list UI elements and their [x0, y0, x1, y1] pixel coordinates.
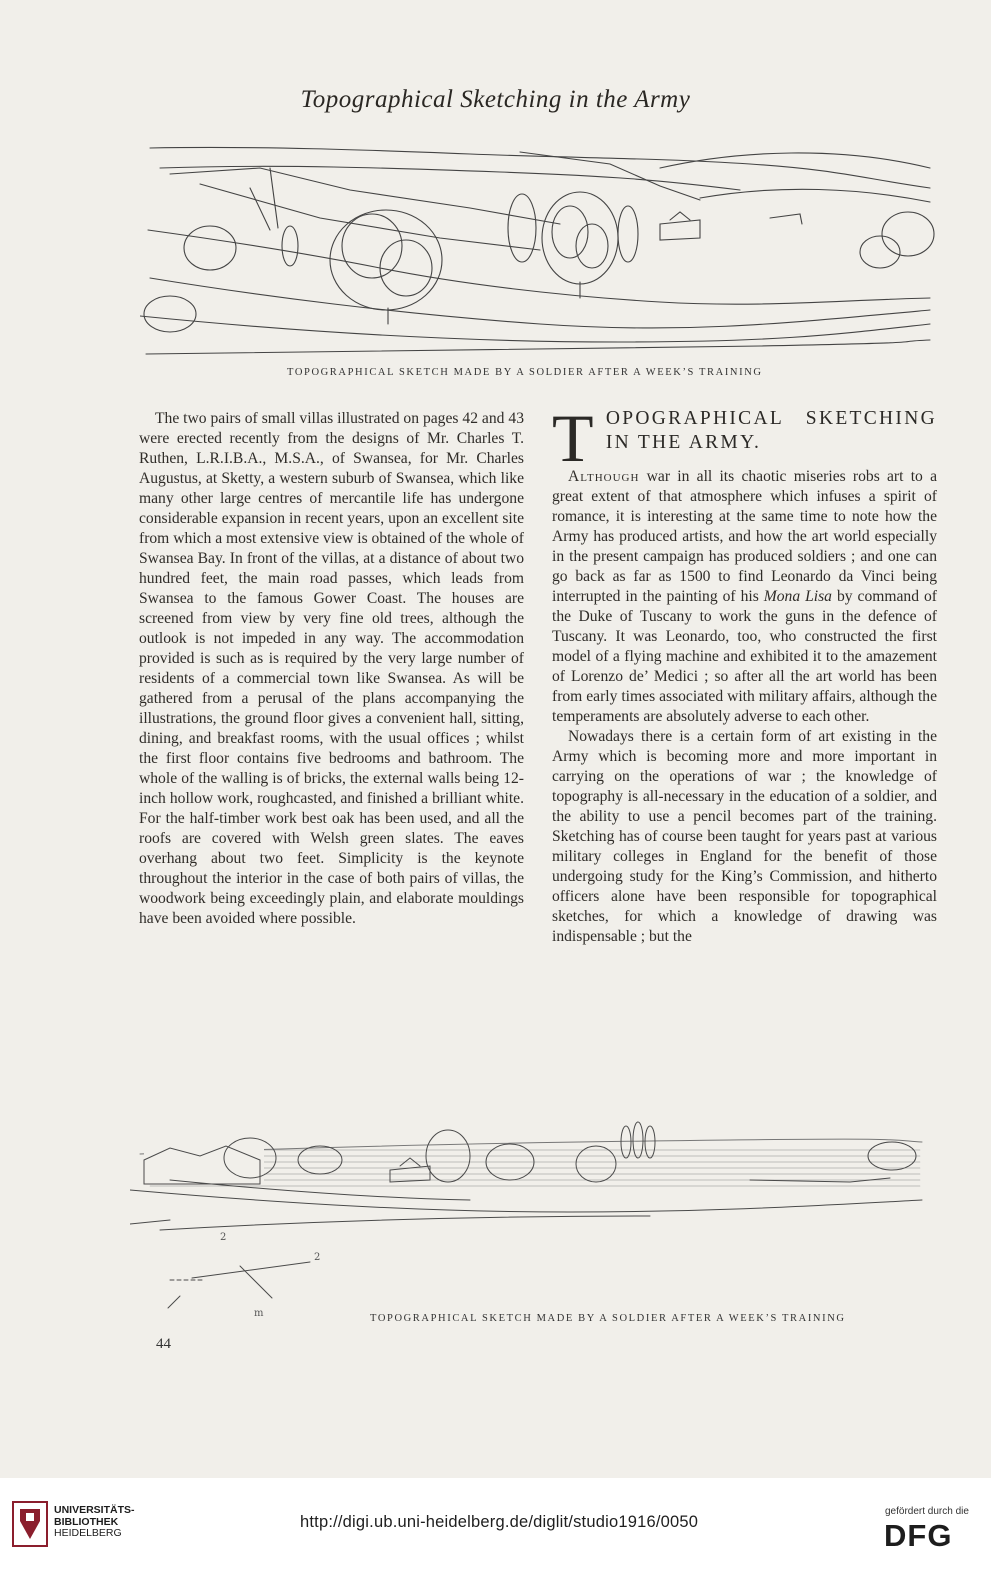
page-number: 44	[156, 1336, 171, 1352]
nowadays-paragraph: Nowadays there is a certain form of art existing in the Army which is becoming more and more important in carrying on the operations of war ; the knowledge of topography is all-necessary in the education of a soldier, and the ability to use a pencil becomes part of the training. Sketching has of course been taught for years past at various military colleges in England for the benefit of those undergoing study for the King’s Commission, and hitherto officers alone have been responsible for topographical sketches, for which a knowledge of drawing was indispensable ; but the	[552, 728, 937, 945]
bottom-sketch-caption: TOPOGRAPHICAL SKETCH MADE BY A SOLDIER AFTER A WEEK’S TRAINING	[370, 1313, 846, 1324]
svg-text:2: 2	[314, 1252, 321, 1263]
library-name: UNIVERSITÄTS- BIBLIOTHEK HEIDELBERG	[54, 1504, 135, 1539]
villas-paragraph: The two pairs of small villas illustrated on pages 42 and 43 were erected recently from the designs of Mr. Charles T. Ruthen, L.R.I.B.A., M.S.A., of Swansea, for Mr. Charles Augustus, at Sketty, a western suburb of Swansea, which like many other large centres of mercantile life has undergone considerable expansion in recent years, upon an excellent site from which a most extensive view is obtained of the whole of Swansea Bay. In front of the villas, at a distance of about two hundred feet, the main road passes, which leads from Swansea to the famous Gower Coast. The houses are screened from view by very fine old trees, although the outlook is not impeded in any way. The accommodation provided is such as is required by the very large number of residents of a commercial town like Swansea. As will be gathered from a perusal of the plans accompanying the illustrations, the ground floor gives a convenient hall, sitting, dining, and breakfast rooms, with the usual offices ; whilst the first floor contains five bedrooms and bathroom. The whole of the walling is of bricks, the external walls being 12-inch hollow work, roughcasted, and finished a brilliant white. For the half-timber work best oak has been used, and all the roofs are covered with Welsh green slates. The eaves overhang about two feet. Simplicity is the keynote throughout the interior in the case of both pairs of villas, the woodwork being exceedingly plain, and elaborate mouldings have been avoided where possible.	[139, 410, 524, 927]
article-title-text: OPOGRAPHICAL SKETCHING IN THE ARMY.	[605, 408, 937, 453]
funded-by-label: gefördert durch die	[885, 1506, 969, 1517]
source-url-link[interactable]: http://digi.ub.uni-heidelberg.de/diglit/studio1916/0050	[300, 1513, 699, 1531]
running-head: Topographical Sketching in the Army	[300, 86, 691, 113]
bottom-panorama-sketch	[130, 1120, 930, 1330]
svg-text:m: m	[254, 1308, 264, 1319]
left-column	[139, 409, 524, 929]
right-column	[552, 400, 937, 947]
article-title	[552, 400, 937, 476]
dfg-logo: DFG	[884, 1518, 953, 1553]
top-landscape-sketch	[140, 128, 940, 360]
top-sketch-caption: TOPOGRAPHICAL SKETCH MADE BY A SOLDIER AFTER A WEEK’S TRAINING	[287, 367, 763, 378]
mona-lisa-title: Mona Lisa	[763, 588, 832, 605]
paragraph-lead: Although	[568, 468, 640, 485]
digitization-footer	[0, 1478, 991, 1572]
svg-text:2: 2	[220, 1232, 227, 1243]
library-seal-icon	[12, 1501, 48, 1547]
intro-paragraph: Although war in all its chaotic miseries robs art to a great extent of that atmosphere which infuses a spirit of romance, it is interesting at the same time to note how the Army has produced artists, and how the art world especially in the present campaign has produced soldiers ; and one can go back as far as 1500 to find Leonardo da Vinci being interrupted in the painting of his Mona Lisa by command of the Duke of Tuscany to work the guns in the defence of Tuscany. It was Leonardo, too, who constructed the first model of a flying machine and exhibited it to the amazement of Lorenzo de’ Medici ; so after all the art world has been from early times associated with military affairs, although the temperaments are absolutely adverse to each other.	[552, 468, 937, 725]
drop-cap: T	[552, 400, 596, 476]
